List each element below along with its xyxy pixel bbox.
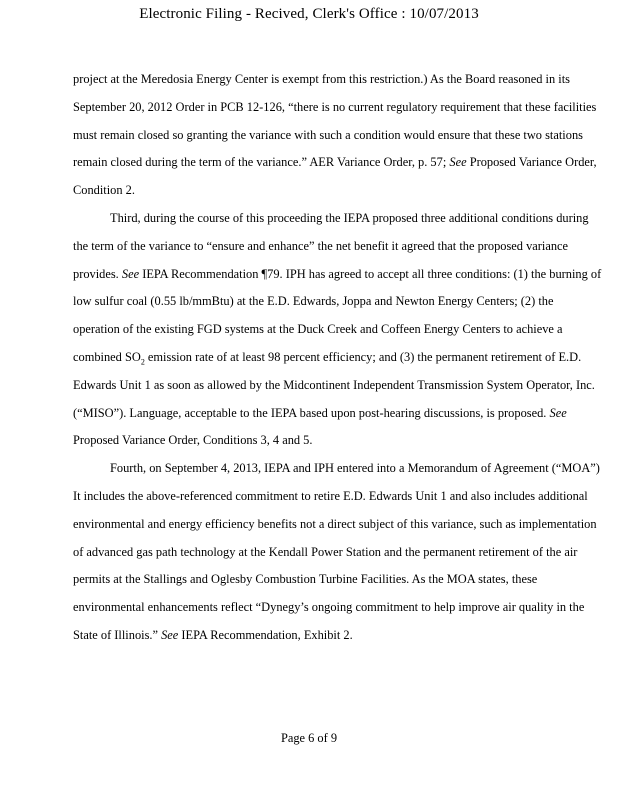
paragraph-1-text: project at the Meredosia Energy Center is exempt from this restriction.) As the Board reasoned in its September 20, 2012 Order in PCB 12-126, “there is no current regulatory requirement that these facilities must remain closed so granting the variance with such a condition would ensure that these two stations remain closed during the term of the variance.” AER Variance Order, p. 57; [73,72,597,170]
see-signal: See [161,627,179,642]
see-signal: See [449,155,467,170]
filing-header: Electronic Filing - Recived, Clerk's Office : 10/07/2013 [139,6,479,22]
paragraph-2-text-a: Third, during the course of this proceeding the IEPA proposed three additional conditions during the term of the variance to “ensure and enhance” the net benefit it agreed that the proposed variance provides. [73,210,589,281]
paragraph-2-text-c: emission rate of at least 98 percent efficiency; and (3) the permanent retirement of E.D. Edwards Unit 1 as soon as allowed by the Midcontinent Independent Transmission System Operator, Inc. (“MISO”). Language, acceptable to the IEPA based upon post-hearing discussions, is proposed. [73,349,595,420]
document-body [73,66,603,650]
paragraph-3-text-a: Fourth, on September 4, 2013, IEPA and IPH entered into a Memorandum of Agreement (“MOA”) It includes the above-referenced commitment to retire E.D. Edwards Unit 1 and also includes additional environmental and energy efficiency benefits not a direct subject of this variance, such as implementation of advanced gas path technology at the Kendall Power Station and the permanent retirement of the air permits at the Stallings and Oglesby Combustion Turbine Facilities. As the MOA states, these environmental enhancements reflect “Dynegy’s ongoing commitment to help improve air quality in the State of Illinois.” [73,461,600,642]
page-number: Page 6 of 9 [280,731,338,745]
see-signal: See [121,266,140,281]
paragraph-2 [73,205,603,455]
paragraph-1 [73,66,603,205]
paragraph-2-text-d: Proposed Variance Order, Conditions 3, 4 and 5. [73,433,313,448]
paragraph-2-text-b: IEPA Recommendation ¶79. IPH has agreed to accept all three conditions: (1) the burning of low sulfur coal (0.55 lb/mmBtu) at the E.D. Edwards, Joppa and Newton Energy Centers; (2) the operation of the existing FGD systems at the Duck Creek and Coffeen Energy Centers to achieve a combined SO [73,266,602,364]
so2-subscript: 2 [140,357,145,367]
see-signal: See [549,405,567,420]
paragraph-3-text-b: IEPA Recommendation, Exhibit 2. [181,627,353,642]
paragraph-3 [73,455,603,650]
paragraph-1-end: Proposed Variance Order, Condition 2. [73,155,597,198]
